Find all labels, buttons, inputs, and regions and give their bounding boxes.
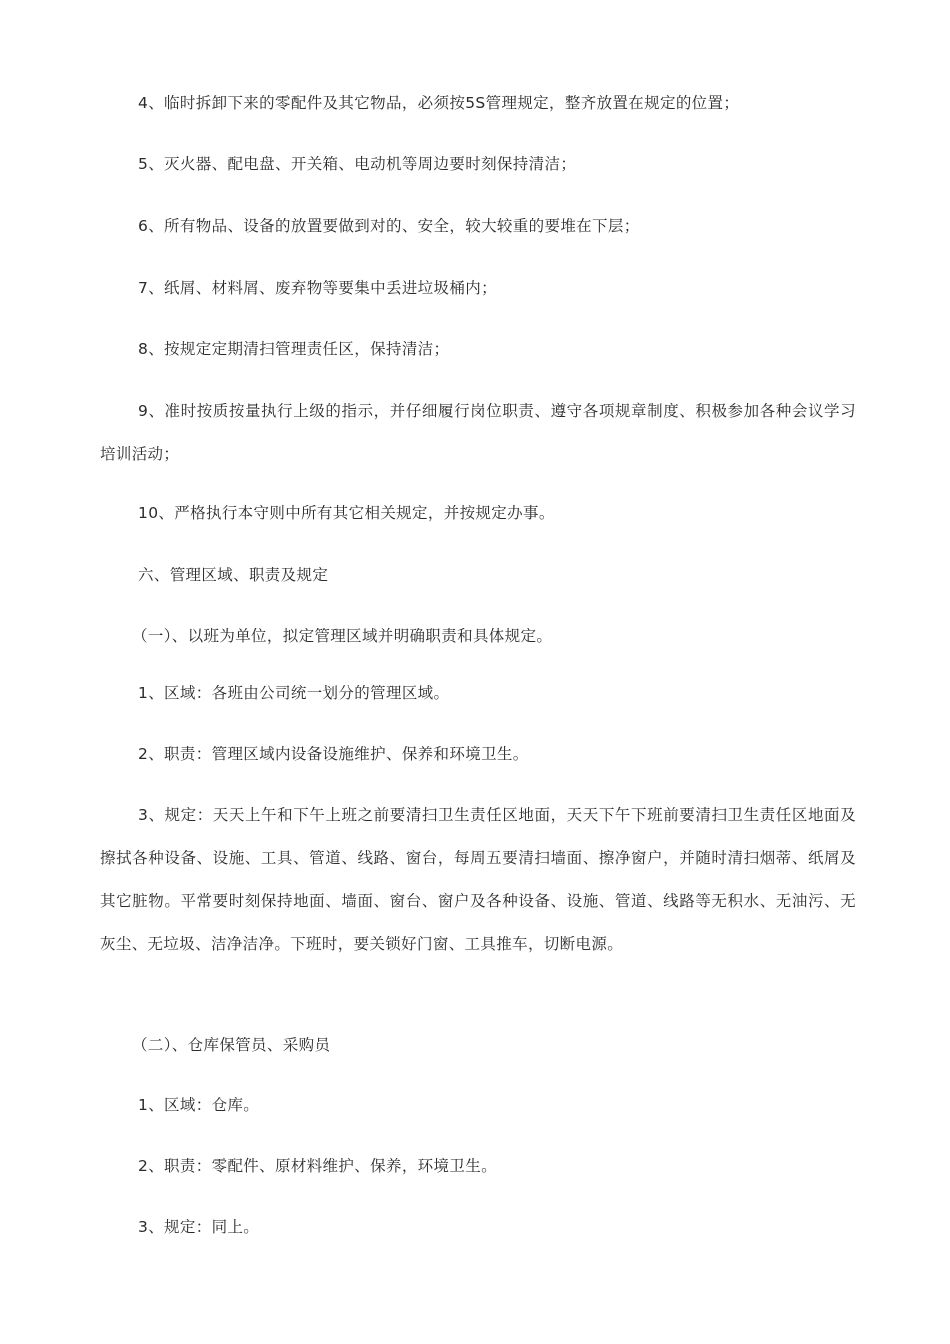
paragraph-rule-7: 7、纸屑、材料屑、废弃物等要集中丢进垃圾桶内； [138,279,497,297]
paragraph-regulation-1: 3、规定：天天上午和下午上班之前要清扫卫生责任区地面，天天下午下班前要清扫卫生责任区地面及擦拭各种设备、设施、工具、管道、线路、窗台，每周五要清扫墙面、擦净窗户，并随时清扫烟蒂、纸屑及其它脏物。平常要时刻保持地面、墙面、窗台、窗户及各种设备、设施、管道、线路等无积水、无油污、无灰尘、无垃圾、洁净洁净。下班时，要关锁好门窗、工具推车，切断电源。 [100,806,856,953]
paragraph-rule-10: 10、严格执行本守则中所有其它相关规定，并按规定办事。 [138,504,555,522]
paragraph-duty-1: 2、职责：管理区域内设备设施维护、保养和环境卫生。 [138,745,529,763]
paragraph-rule-4: 4、临时拆卸下来的零配件及其它物品，必须按5S管理规定，整齐放置在规定的位置； [138,94,740,112]
subsection-heading-1: （一）、以班为单位，拟定管理区域并明确职责和具体规定。 [132,627,553,645]
paragraph-rule-9: 9、准时按质按量执行上级的指示，并仔细履行岗位职责、遵守各项规章制度、积极参加各种会议学习培训活动； [100,402,856,463]
paragraph-area-1: 1、区域：各班由公司统一划分的管理区域。 [138,684,450,702]
paragraph-rule-5: 5、灭火器、配电盘、开关箱、电动机等周边要时刻保持清洁； [138,155,577,173]
paragraph-rule-8: 8、按规定定期清扫管理责任区，保持清洁； [138,340,450,358]
subsection-heading-2: （二）、仓库保管员、采购员 [132,1036,331,1054]
paragraph-rule-6: 6、所有物品、设备的放置要做到对的、安全，较大较重的要堆在下层； [138,217,640,235]
paragraph-duty-2: 2、职责：零配件、原材料维护、保养，环境卫生。 [138,1157,497,1175]
paragraph-regulation-2: 3、规定：同上。 [138,1218,260,1236]
paragraph-area-2: 1、区域：仓库。 [138,1096,260,1114]
section-heading-6: 六、管理区域、职责及规定 [138,566,329,584]
